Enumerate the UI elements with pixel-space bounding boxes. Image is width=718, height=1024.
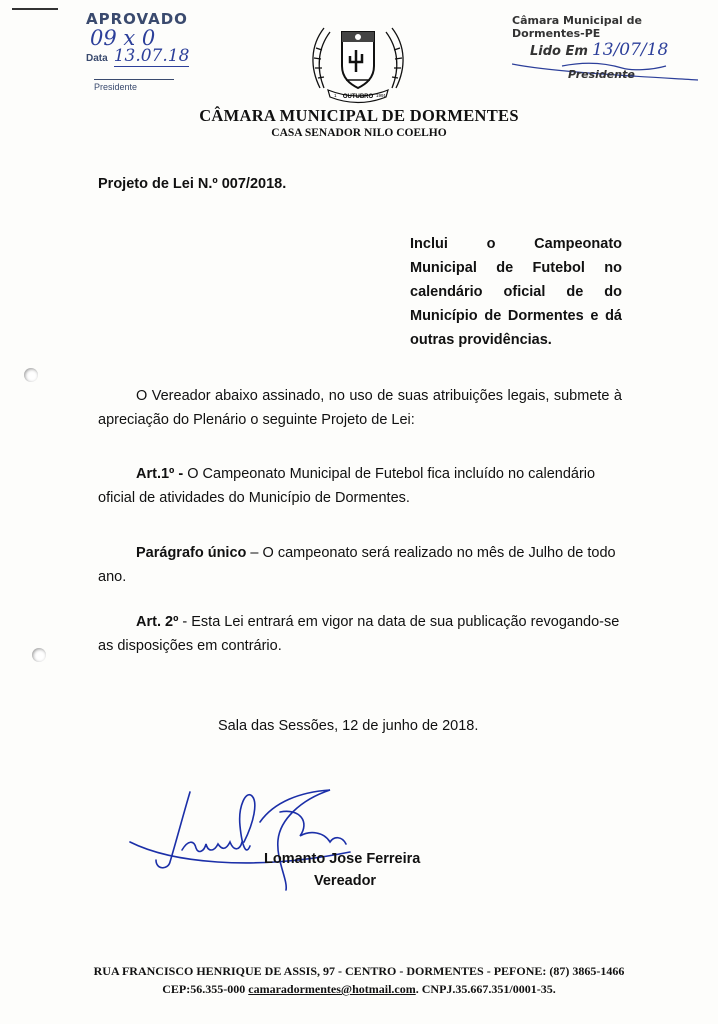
municipal-crest-icon [306,18,410,104]
article-2-text: - Esta Lei entrará em vigor na data de sua publicação revogando-se as disposições em contrário. [98,614,620,654]
approved-vote: 09 x 0 [90,26,156,50]
article-1-text: O Campeonato Municipal de Futebol fica incluído no calendário oficial de atividades do Município de Dormentes. [98,466,596,506]
signer-role: Vereador [314,873,377,889]
approved-date-label: Data [86,53,108,64]
read-stamp-date: 13/07/18 [591,40,669,60]
footer-cep: CEP:56.355-000 [162,982,246,996]
footer-email-link[interactable]: camaradormentes@hotmail.com [248,982,416,996]
preamble: O Vereador abaixo assinado, no uso de suas atribuições legais, submete à apreciação do Plenário o seguinte Projeto de Lei: [98,388,622,428]
footer-cnpj: . CNPJ.35.667.351/0001-35. [415,982,556,996]
bill-summary-line: Inclui o Campeonato [410,236,622,252]
punch-hole [32,648,46,662]
bill-summary [410,232,622,352]
footer-address: RUA FRANCISCO HENRIQUE DE ASSIS, 97 - CENTRO - DORMENTES - PEFONE: (87) 3865-1466 [93,964,625,978]
footer [0,962,718,998]
place-date: Sala das Sessões, 12 de junho de 2018. [218,718,479,734]
bill-number: Projeto de Lei N.º 007/2018. [98,176,287,192]
crest-left-number: 1 [334,93,337,98]
read-stamp-label: Lido Em [530,44,588,59]
article-1 [98,462,622,510]
letterhead [0,106,718,139]
bill-summary-line: Municipal de Futebol no [410,260,622,276]
top-margin-line [12,8,58,10]
read-stamp-line3: Presidente [568,68,635,81]
punch-hole [24,368,38,382]
signer-name: Lomanto Jose Ferreira [264,851,421,867]
bill-summary-line: calendário oficial de do [410,284,622,300]
approved-date: 13.07.18 [113,46,190,66]
approved-signature-label: Presidente [94,79,174,92]
approved-stamp [86,10,196,100]
bill-summary-line: outras providências. [410,332,552,348]
approved-stamp-title: APROVADO [86,10,188,28]
letterhead-subtitle: CASA SENADOR NILO COELHO [271,127,447,139]
crest-right-number: 1991 [376,93,387,98]
read-stamp [512,14,708,104]
article-1-label: Art.1º - [136,466,184,482]
article-2-label: Art. 2º [136,614,179,630]
sole-paragraph [98,541,622,589]
crest-ribbon-text: OUTUBRO [342,94,374,100]
sole-paragraph-label: Parágrafo único [136,545,247,561]
letterhead-title: CÂMARA MUNICIPAL DE DORMENTES [199,106,519,125]
article-2 [98,610,622,658]
read-stamp-line1: Câmara Municipal de Dormentes-PE [512,14,642,40]
bill-summary-line: Município de Dormentes e dá [410,308,622,324]
sole-paragraph-text: – O campeonato será realizado no mês de Julho de todo ano. [98,545,616,585]
